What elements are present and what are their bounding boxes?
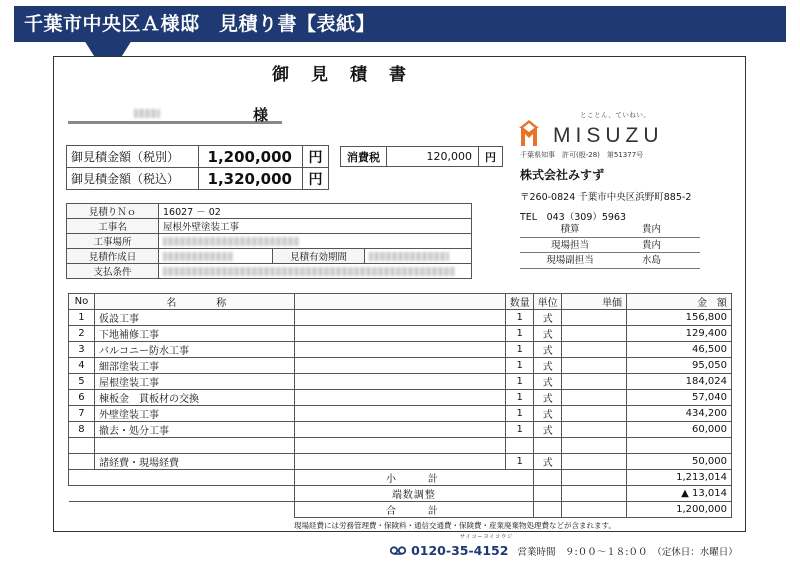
valid-value	[365, 249, 472, 264]
payment-value	[159, 264, 472, 279]
company-tagline: とことん、ていねい。	[580, 111, 651, 119]
subtotal-amount: 1,213,014	[627, 470, 732, 486]
row-spec	[294, 374, 506, 390]
logo-text: MISUZU	[553, 124, 664, 147]
footer-contact	[390, 534, 738, 559]
row-no: 4	[69, 358, 95, 374]
row-name: 棟板金 貫板材の交換	[94, 390, 294, 406]
col-amount: 金 額	[627, 294, 732, 310]
created-redacted	[163, 252, 233, 261]
business-hours: 営業時間 ９:００〜１８:００ （定休日：水曜日）	[517, 546, 738, 558]
row-amount: 60,000	[627, 422, 732, 438]
valid-label: 見積有効期間	[273, 249, 365, 264]
staff-person: 水島	[642, 255, 662, 266]
row-spec	[294, 422, 506, 438]
amount-value: 1,200,000	[199, 146, 303, 168]
row-spec	[294, 438, 506, 454]
company-address: 〒260-0824 千葉市中央区浜野町885-2	[520, 192, 692, 203]
staff-role: 積算	[560, 224, 580, 235]
table-row	[69, 390, 732, 406]
row-name: 撤去・処分工事	[94, 422, 294, 438]
row-spec	[294, 406, 506, 422]
row-spec	[294, 358, 506, 374]
table-row	[69, 358, 732, 374]
row-unit: 式	[534, 326, 562, 342]
table-row-empty	[69, 438, 732, 454]
amount-currency: 円	[303, 146, 329, 168]
subtotal-spacer	[69, 470, 295, 486]
subtotal-price	[562, 470, 627, 486]
created-value	[159, 249, 273, 264]
row-name: 細部塗装工事	[94, 358, 294, 374]
table-row	[69, 310, 732, 326]
table-row	[69, 342, 732, 358]
valid-redacted	[369, 252, 449, 261]
total-spacer	[69, 502, 295, 518]
row-amount: 57,040	[627, 390, 732, 406]
col-price: 単価	[562, 294, 627, 310]
site-label: 工事場所	[67, 234, 159, 249]
tax-table	[340, 146, 503, 167]
table-row-misc	[69, 454, 732, 470]
row-price	[562, 422, 627, 438]
page-title: 千葉市中央区Ａ様邸 見積り書【表紙】	[24, 13, 376, 35]
table-row	[69, 406, 732, 422]
row-qty: 1	[506, 374, 534, 390]
row-qty	[506, 438, 534, 454]
row-unit: 式	[534, 358, 562, 374]
row-qty: 1	[506, 310, 534, 326]
payment-label: 支払条件	[67, 264, 159, 279]
row-amount: 50,000	[627, 454, 732, 470]
row-unit: 式	[534, 422, 562, 438]
row-no: 7	[69, 406, 95, 422]
amount-value: 1,320,000	[199, 168, 303, 190]
misuzu-logo-icon	[519, 118, 689, 148]
info-row	[67, 234, 472, 249]
company-logo	[519, 118, 689, 148]
row-price	[562, 438, 627, 454]
row-spec	[294, 342, 506, 358]
row-name: 仮設工事	[94, 310, 294, 326]
document-title: 御見積書	[272, 65, 428, 85]
tax-row	[341, 147, 503, 167]
row-qty: 1	[506, 390, 534, 406]
row-amount	[627, 438, 732, 454]
subtotal-row	[69, 470, 732, 486]
adjust-spacer	[69, 486, 295, 502]
amount-row	[67, 146, 329, 168]
row-price	[562, 406, 627, 422]
adjust-amount: ▲ 13,014	[627, 486, 732, 502]
row-no: 8	[69, 422, 95, 438]
row-name: 下地補修工事	[94, 326, 294, 342]
amount-row	[67, 168, 329, 190]
row-name: バルコニー防水工事	[94, 342, 294, 358]
row-price	[562, 390, 627, 406]
company-tel: TEL 043（309）5963	[520, 212, 627, 223]
total-label: 合 計	[294, 502, 534, 518]
row-name: 屋根塗装工事	[94, 374, 294, 390]
total-price	[562, 502, 627, 518]
col-no: No	[69, 294, 95, 310]
row-unit: 式	[534, 390, 562, 406]
col-unit: 単位	[534, 294, 562, 310]
client-name	[68, 104, 282, 124]
items-table	[68, 293, 732, 518]
quote-no-label: 見積りＮｏ	[67, 204, 159, 219]
staff-role: 現場副担当	[546, 255, 594, 266]
row-price	[562, 326, 627, 342]
row-qty: 1	[506, 358, 534, 374]
row-price	[562, 358, 627, 374]
expense-note: 現場経費には労務管理費・保険料・通信交通費・保険費・産業廃棄物処理費などが含まれます。	[294, 521, 616, 530]
row-unit: 式	[534, 310, 562, 326]
adjust-price	[562, 486, 627, 502]
row-qty: 1	[506, 406, 534, 422]
info-row	[67, 264, 472, 279]
row-price	[562, 310, 627, 326]
row-name: 諸経費・現場経費	[94, 454, 294, 470]
row-price	[562, 342, 627, 358]
subtotal-unit	[534, 470, 562, 486]
info-table	[66, 203, 472, 279]
adjust-label: 端数調整	[294, 486, 534, 502]
info-row	[67, 249, 472, 264]
row-qty: 1	[506, 342, 534, 358]
staff-row	[520, 253, 700, 269]
row-no: 1	[69, 310, 95, 326]
row-qty: 1	[506, 326, 534, 342]
amount-label: 御見積金額（税込）	[67, 168, 199, 190]
quote-no: 16027 － 02	[159, 204, 472, 219]
table-row	[69, 422, 732, 438]
table-row	[69, 326, 732, 342]
row-price	[562, 454, 627, 470]
row-qty: 1	[506, 454, 534, 470]
company-license: 千葉県知事 許可(般-28) 第51377号	[520, 151, 644, 159]
row-no	[69, 438, 95, 454]
row-unit: 式	[534, 374, 562, 390]
staff-person: 貴内	[642, 224, 662, 235]
free-dial-icon	[390, 545, 406, 556]
work-name-label: 工事名	[67, 219, 159, 234]
row-no: 6	[69, 390, 95, 406]
row-unit: 式	[534, 406, 562, 422]
created-label: 見積作成日	[67, 249, 159, 264]
adjust-unit	[534, 486, 562, 502]
phone-number[interactable]: 0120-35-4152	[411, 543, 509, 558]
total-unit	[534, 502, 562, 518]
subtotal-label: 小 計	[294, 470, 534, 486]
staff-person: 貴内	[642, 239, 662, 251]
row-spec	[294, 454, 506, 470]
row-qty: 1	[506, 422, 534, 438]
row-spec	[294, 326, 506, 342]
total-row	[69, 502, 732, 518]
company-name: 株式会社みすず	[520, 168, 605, 182]
info-row	[67, 204, 472, 219]
staff-row	[520, 222, 700, 238]
row-no	[69, 454, 95, 470]
amount-currency: 円	[303, 168, 329, 190]
tax-currency: 円	[479, 147, 503, 167]
tax-value: 120,000	[387, 147, 479, 167]
row-no: 5	[69, 374, 95, 390]
amount-table	[66, 145, 329, 190]
info-row	[67, 219, 472, 234]
staff-role: 現場担当	[550, 239, 589, 251]
client-suffix: 様	[252, 106, 268, 124]
staff-row	[520, 238, 700, 254]
company-block	[520, 150, 740, 223]
row-price	[562, 374, 627, 390]
row-amount: 95,050	[627, 358, 732, 374]
adjust-row	[69, 486, 732, 502]
row-spec	[294, 390, 506, 406]
amount-label: 御見積金額（税別）	[67, 146, 199, 168]
col-qty: 数量	[506, 294, 534, 310]
payment-redacted	[163, 267, 455, 276]
phone-ruby: サイコーヨイコウジ	[460, 534, 514, 540]
row-no: 3	[69, 342, 95, 358]
row-amount: 129,400	[627, 326, 732, 342]
items-header	[69, 294, 732, 310]
col-name: 名 称	[94, 294, 294, 310]
work-name: 屋根外壁塗装工事	[159, 219, 472, 234]
row-amount: 156,800	[627, 310, 732, 326]
client-name-redacted	[134, 109, 160, 118]
row-name	[94, 438, 294, 454]
row-unit: 式	[534, 342, 562, 358]
site-redacted	[163, 237, 299, 246]
row-name: 外壁塗装工事	[94, 406, 294, 422]
row-amount: 184,024	[627, 374, 732, 390]
row-amount: 434,200	[627, 406, 732, 422]
staff-list	[520, 222, 700, 269]
row-unit	[534, 438, 562, 454]
row-unit: 式	[534, 454, 562, 470]
table-row	[69, 374, 732, 390]
row-no: 2	[69, 326, 95, 342]
row-spec	[294, 310, 506, 326]
tax-label: 消費税	[341, 147, 387, 167]
site-value	[159, 234, 472, 249]
total-amount: 1,200,000	[627, 502, 732, 518]
row-amount: 46,500	[627, 342, 732, 358]
col-spec	[294, 294, 506, 310]
